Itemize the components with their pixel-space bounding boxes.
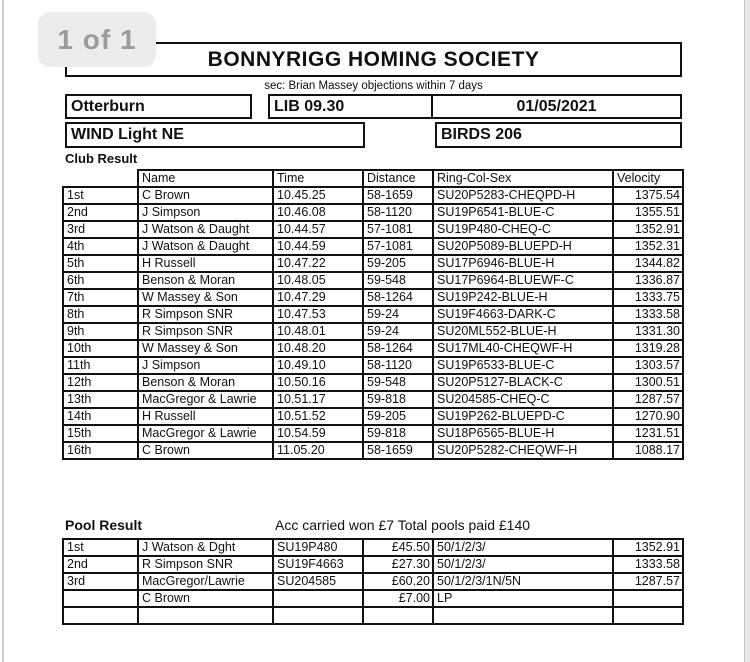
- cell-velocity: [613, 590, 683, 607]
- club-result-header-row: [63, 170, 683, 187]
- cell-name: H Russell: [138, 255, 273, 272]
- table-row: [63, 306, 683, 323]
- cell-ring: SU17P6946-BLUE-H: [433, 255, 613, 272]
- cell-position: 3rd: [63, 573, 138, 590]
- cell-position: 8th: [63, 306, 138, 323]
- pool-result-table: [62, 538, 684, 625]
- cell-time: 10.51.52: [273, 408, 363, 425]
- cell-pools: [433, 607, 613, 624]
- cell-position: 7th: [63, 289, 138, 306]
- cell-position: 13th: [63, 391, 138, 408]
- cell-time: 10.48.05: [273, 272, 363, 289]
- cell-velocity: 1352.31: [613, 238, 683, 255]
- cell-ring: SU204585-CHEQ-C: [433, 391, 613, 408]
- cell-distance: 58-1659: [363, 187, 433, 204]
- cell-ring: SU19P480-CHEQ-C: [433, 221, 613, 238]
- cell-velocity: 1336.87: [613, 272, 683, 289]
- birds-label: BIRDS 206: [441, 126, 522, 143]
- cell-winnings: [363, 607, 433, 624]
- cell-time: 10.44.57: [273, 221, 363, 238]
- cell-name: J Watson & Daught: [138, 221, 273, 238]
- cell-time: 10.51.17: [273, 391, 363, 408]
- table-row: [63, 556, 683, 573]
- table-row: [63, 187, 683, 204]
- cell-velocity: 1352.91: [613, 539, 683, 556]
- cell-position: 1st: [63, 187, 138, 204]
- cell-winnings: £7.00: [363, 590, 433, 607]
- cell-distance: 57-1081: [363, 221, 433, 238]
- cell-distance: 58-1264: [363, 289, 433, 306]
- table-row: [63, 425, 683, 442]
- table-row: [63, 340, 683, 357]
- cell-name: MacGregor & Lawrie: [138, 391, 273, 408]
- cell-time: 10.48.01: [273, 323, 363, 340]
- cell-time: 10.47.53: [273, 306, 363, 323]
- cell-name: H Russell: [138, 408, 273, 425]
- cell-position: [63, 607, 138, 624]
- table-row: [63, 539, 683, 556]
- pool-note: Acc carried won £7 Total pools paid £140: [275, 517, 531, 533]
- cell-name: C Brown: [138, 187, 273, 204]
- cell-position: 12th: [63, 374, 138, 391]
- cell-velocity: [613, 607, 683, 624]
- cell-pools: 50/1/2/3/: [433, 556, 613, 573]
- cell-ring: SU19P6533-BLUE-C: [433, 357, 613, 374]
- date-label: 01/05/2021: [516, 97, 597, 115]
- cell-velocity: 1303.57: [613, 357, 683, 374]
- cell-ring: SU20P5127-BLACK-C: [433, 374, 613, 391]
- cell-ring: SU19P242-BLUE-H: [433, 289, 613, 306]
- table-row: [63, 289, 683, 306]
- table-row: [63, 573, 683, 590]
- column-header-name: Name: [138, 170, 273, 187]
- cell-position: 2nd: [63, 204, 138, 221]
- cell-name: R Simpson SNR: [138, 306, 273, 323]
- cell-time: 10.47.22: [273, 255, 363, 272]
- club-result-table: [62, 169, 684, 460]
- cell-distance: 58-1659: [363, 442, 433, 459]
- cell-velocity: 1231.51: [613, 425, 683, 442]
- cell-pools: 50/1/2/3/1N/5N: [433, 573, 613, 590]
- cell-pools: 50/1/2/3/: [433, 539, 613, 556]
- cell-ring: SU20P5089-BLUEPD-H: [433, 238, 613, 255]
- cell-position: 16th: [63, 442, 138, 459]
- cell-name: R Simpson SNR: [138, 323, 273, 340]
- cell-winnings: £60.20: [363, 573, 433, 590]
- cell-velocity: 1333.75: [613, 289, 683, 306]
- cell-distance: 59-24: [363, 323, 433, 340]
- page-left-edge: [2, 0, 4, 662]
- cell-ring: SU19F4663-DARK-C: [433, 306, 613, 323]
- cell-distance: 58-1120: [363, 357, 433, 374]
- cell-distance: 58-1264: [363, 340, 433, 357]
- cell-winnings: £45.50: [363, 539, 433, 556]
- cell-time: 10.47.29: [273, 289, 363, 306]
- club-result-heading: Club Result: [65, 151, 138, 166]
- table-row: [63, 221, 683, 238]
- cell-ring: [273, 590, 363, 607]
- cell-ring: SU20P5282-CHEQWF-H: [433, 442, 613, 459]
- wind-label: WIND Light NE: [71, 126, 184, 143]
- cell-velocity: 1333.58: [613, 306, 683, 323]
- date-box: [431, 94, 682, 119]
- cell-time: 10.44.59: [273, 238, 363, 255]
- cell-name: Benson & Moran: [138, 272, 273, 289]
- cell-distance: 59-818: [363, 391, 433, 408]
- column-header-velocity: Velocity: [613, 170, 683, 187]
- cell-distance: 59-205: [363, 408, 433, 425]
- table-row: [63, 357, 683, 374]
- cell-ring: [273, 607, 363, 624]
- cell-time: 10.48.20: [273, 340, 363, 357]
- cell-ring: SU204585: [273, 573, 363, 590]
- table-row: [63, 255, 683, 272]
- society-title: BONNYRIGG HOMING SOCIETY: [207, 47, 540, 71]
- pool-result-heading: Pool Result: [65, 517, 143, 533]
- cell-position: 4th: [63, 238, 138, 255]
- column-header-time: Time: [273, 170, 363, 187]
- cell-ring: SU19P6541-BLUE-C: [433, 204, 613, 221]
- cell-velocity: 1355.51: [613, 204, 683, 221]
- cell-distance: 59-818: [363, 425, 433, 442]
- page-number-label: 1 of 1: [57, 23, 137, 55]
- secretary-line: sec: Brian Massey objections within 7 days: [264, 80, 483, 92]
- cell-position: 2nd: [63, 556, 138, 573]
- cell-position: 14th: [63, 408, 138, 425]
- table-row: [63, 391, 683, 408]
- cell-name: W Massey & Son: [138, 289, 273, 306]
- table-row: [63, 272, 683, 289]
- table-row: [63, 374, 683, 391]
- cell-position: 9th: [63, 323, 138, 340]
- table-row: [63, 607, 683, 624]
- cell-velocity: 1270.90: [613, 408, 683, 425]
- cell-time: 11.05.20: [273, 442, 363, 459]
- cell-velocity: 1300.51: [613, 374, 683, 391]
- cell-ring: SU17ML40-CHEQWF-H: [433, 340, 613, 357]
- cell-distance: 59-205: [363, 255, 433, 272]
- cell-position: 5th: [63, 255, 138, 272]
- column-header-distance: Distance: [363, 170, 433, 187]
- cell-ring: SU19F4663: [273, 556, 363, 573]
- table-row: [63, 442, 683, 459]
- birds-box: [435, 122, 682, 148]
- cell-distance: 58-1120: [363, 204, 433, 221]
- wind-box: [65, 122, 365, 148]
- cell-ring: SU20P5283-CHEQPD-H: [433, 187, 613, 204]
- cell-time: 10.54.59: [273, 425, 363, 442]
- table-row: [63, 323, 683, 340]
- cell-time: 10.50.16: [273, 374, 363, 391]
- cell-name: J Watson & Dght: [138, 539, 273, 556]
- table-row: [63, 238, 683, 255]
- liberation-box: [268, 94, 433, 119]
- cell-name: C Brown: [138, 442, 273, 459]
- cell-velocity: 1344.82: [613, 255, 683, 272]
- cell-name: J Simpson: [138, 357, 273, 374]
- liberation-label: LIB 09.30: [274, 97, 345, 115]
- cell-velocity: 1333.58: [613, 556, 683, 573]
- cell-name: MacGregor/Lawrie: [138, 573, 273, 590]
- cell-distance: 59-24: [363, 306, 433, 323]
- title-box: [65, 42, 682, 77]
- cell-name: C Brown: [138, 590, 273, 607]
- cell-winnings: £27.30: [363, 556, 433, 573]
- cell-pools: LP: [433, 590, 613, 607]
- cell-position: 6th: [63, 272, 138, 289]
- cell-name: J Simpson: [138, 204, 273, 221]
- column-header-position: [63, 170, 138, 187]
- cell-name: Benson & Moran: [138, 374, 273, 391]
- cell-velocity: 1331.30: [613, 323, 683, 340]
- cell-ring: SU17P6964-BLUEWF-C: [433, 272, 613, 289]
- cell-time: 10.46.08: [273, 204, 363, 221]
- cell-position: 11th: [63, 357, 138, 374]
- cell-time: 10.49.10: [273, 357, 363, 374]
- scrollbar-track[interactable]: [744, 0, 750, 662]
- cell-name: R Simpson SNR: [138, 556, 273, 573]
- cell-position: 3rd: [63, 221, 138, 238]
- cell-name: MacGregor & Lawrie: [138, 425, 273, 442]
- cell-ring: SU18P6565-BLUE-H: [433, 425, 613, 442]
- cell-position: [63, 590, 138, 607]
- cell-time: 10.45.25: [273, 187, 363, 204]
- racepoint-label: Otterburn: [71, 97, 145, 115]
- table-row: [63, 204, 683, 221]
- cell-velocity: 1319.28: [613, 340, 683, 357]
- cell-ring: SU19P262-BLUEPD-C: [433, 408, 613, 425]
- cell-velocity: 1375.54: [613, 187, 683, 204]
- cell-distance: 59-548: [363, 272, 433, 289]
- table-row: [63, 590, 683, 607]
- cell-distance: 59-548: [363, 374, 433, 391]
- cell-position: 10th: [63, 340, 138, 357]
- cell-position: 15th: [63, 425, 138, 442]
- cell-name: W Massey & Son: [138, 340, 273, 357]
- racepoint-box: [65, 94, 252, 119]
- cell-velocity: 1287.57: [613, 391, 683, 408]
- cell-name: [138, 607, 273, 624]
- cell-ring: SU19P480: [273, 539, 363, 556]
- cell-distance: 57-1081: [363, 238, 433, 255]
- page-number-badge: [38, 12, 156, 67]
- cell-velocity: 1352.91: [613, 221, 683, 238]
- column-header-ring: Ring-Col-Sex: [433, 170, 613, 187]
- cell-velocity: 1088.17: [613, 442, 683, 459]
- cell-position: 1st: [63, 539, 138, 556]
- cell-ring: SU20ML552-BLUE-H: [433, 323, 613, 340]
- cell-velocity: 1287.57: [613, 573, 683, 590]
- cell-name: J Watson & Daught: [138, 238, 273, 255]
- table-row: [63, 408, 683, 425]
